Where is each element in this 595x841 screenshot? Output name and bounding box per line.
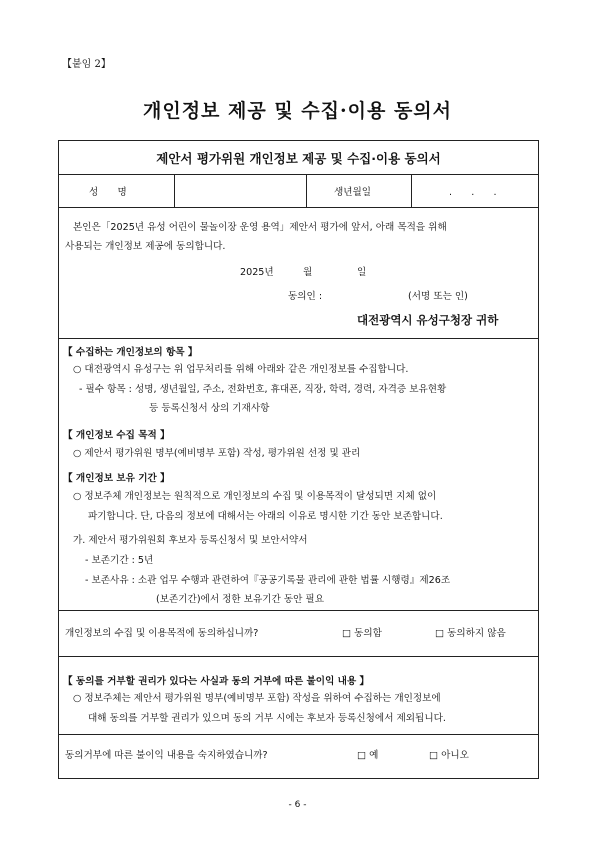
items-text-line: ○ 대전광역시 유성구는 위 업무처리를 위해 아래와 같은 개인정보를 수집합니다. xyxy=(73,364,409,375)
no-checkbox[interactable]: □ 아니오 xyxy=(429,750,469,761)
signature-label: (서명 또는 인) xyxy=(408,291,468,302)
divider xyxy=(306,174,307,207)
addressee: 대전광역시 유성구청장 귀하 xyxy=(357,313,499,327)
divider xyxy=(59,207,538,208)
retention-text-line: - 보존사유 : 소관 업무 수행과 관련하여『공공기록물 관리에 관한 법률 시행령』제26조 xyxy=(85,575,451,586)
refusal-text-line: 대해 동의를 거부할 권리가 있으며 동의 거부 시에는 후보자 등록신청에서 제외됩니다. xyxy=(88,713,446,724)
divider xyxy=(411,174,412,207)
acknowledge-question: 동의거부에 따른 불이익 내용을 숙지하였습니까? xyxy=(65,750,268,761)
consent-text-line: 본인은「2025년 유성 어린이 물놀이장 운영 용역」제안서 평가에 앞서, 아래 목적을 위해 xyxy=(73,222,447,233)
retention-text-line: (보존기간)에서 정한 보유기간 동안 필요 xyxy=(156,594,324,605)
birth-label: 생년월일 xyxy=(334,187,372,198)
retention-text-line: 파기합니다. 단, 다음의 정보에 대해서는 아래의 이유로 명시한 기간 동안 보존합니다. xyxy=(88,511,443,522)
retention-text-line: - 보존기간 : 5년 xyxy=(85,555,154,566)
consent-text-line: 사용되는 개인정보 제공에 동의합니다. xyxy=(65,241,226,252)
purpose-text-line: ○ 제안서 평가위원 명부(예비명부 포함) 작성, 평가위원 선정 및 관리 xyxy=(73,448,361,459)
retention-text-line: ○ 정보주체 개인정보는 원칙적으로 개인정보의 수집 및 이용목적이 달성되면 지체 없이 xyxy=(73,491,437,502)
divider xyxy=(59,338,538,339)
items-text-line: - 필수 항목 : 성명, 생년월일, 주소, 전화번호, 휴대폰, 직장, 학력, 경력, 자격증 보유현황 xyxy=(79,384,447,395)
disagree-checkbox[interactable]: □ 동의하지 않음 xyxy=(435,628,506,639)
agree-checkbox[interactable]: □ 동의함 xyxy=(342,628,382,639)
form-title: 제안서 평가위원 개인정보 제공 및 수집·이용 동의서 xyxy=(156,151,441,166)
purpose-heading: 【 개인정보 수집 목적 】 xyxy=(63,430,170,441)
refusal-heading: 【 동의를 거부할 권리가 있다는 사실과 동의 거부에 따른 불이익 내용 】 xyxy=(63,676,370,687)
name-label: 성 명 xyxy=(89,187,127,198)
consenter-label: 동의인 : xyxy=(288,291,323,302)
consent-form xyxy=(58,140,539,779)
divider xyxy=(59,656,538,657)
divider xyxy=(174,174,175,207)
page-number: - 6 - xyxy=(288,800,307,810)
retention-text-line: 가. 제안서 평가위원회 후보자 등록신청서 및 보안서약서 xyxy=(73,535,308,546)
attachment-label: 【붙임 2】 xyxy=(62,59,111,70)
date-month: 월 xyxy=(303,267,313,278)
yes-checkbox[interactable]: □ 예 xyxy=(357,750,379,761)
date-day: 일 xyxy=(357,267,367,278)
retention-heading: 【 개인정보 보유 기간 】 xyxy=(63,473,170,484)
page-title: 개인정보 제공 및 수집·이용 동의서 xyxy=(142,100,453,122)
items-heading: 【 수집하는 개인정보의 항목 】 xyxy=(63,347,198,358)
divider xyxy=(59,734,538,735)
consent-question: 개인정보의 수집 및 이용목적에 동의하십니까? xyxy=(65,628,259,639)
items-text-line: 등 등록신청서 상의 기재사항 xyxy=(149,403,270,414)
divider xyxy=(59,610,538,611)
divider xyxy=(59,174,538,175)
date-year: 2025년 xyxy=(240,267,274,278)
birth-field[interactable]: . . . xyxy=(449,187,497,198)
refusal-text-line: ○ 정보주체는 제안서 평가위원 명부(예비명부 포함) 작성을 위하여 수집하는 개인정보에 xyxy=(73,693,441,704)
